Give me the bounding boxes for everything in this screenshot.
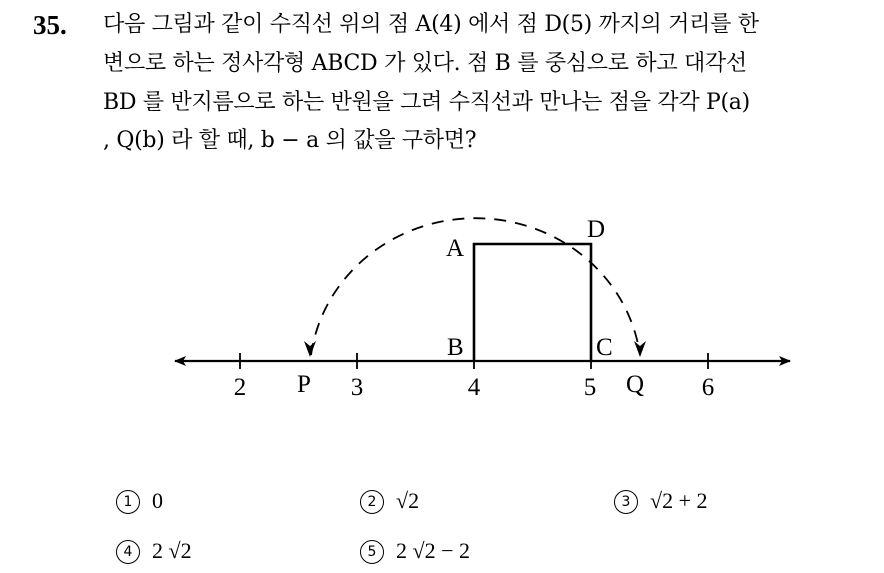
choice-marker-4: 4: [116, 540, 140, 564]
choice-1[interactable]: [116, 488, 163, 514]
point-label-c: C: [596, 334, 613, 361]
point-label-d: D: [587, 216, 606, 243]
tick-label-3: 3: [350, 374, 364, 401]
question-text-line-4: , Q(b) 라 할 때, b − a 의 값을 구하면?: [103, 128, 477, 153]
choice-marker-5: 5: [360, 540, 384, 564]
point-label-a: A: [446, 235, 465, 262]
question-text-line-1: 다음 그림과 같이 수직선 위의 점 A(4) 에서 점 D(5) 까지의 거리를 한: [103, 12, 759, 37]
tick-label-5: 5: [583, 374, 597, 401]
choice-text-4: 2 √2: [152, 538, 192, 563]
question-text-line-3: BD 를 반지름으로 하는 반원을 그려 수직선과 만나는 점을 각각 P(a): [103, 90, 750, 115]
tick-label-2: 2: [233, 374, 247, 401]
choice-text-3: √2 + 2: [650, 488, 708, 513]
choice-4[interactable]: [116, 538, 192, 564]
tick-label-6: 6: [701, 374, 715, 401]
choice-2[interactable]: [360, 488, 419, 514]
point-label-q: Q: [626, 371, 645, 398]
arrowhead-p: [304, 341, 316, 357]
choice-marker-2: 2: [360, 490, 384, 514]
arrowhead-q: [634, 341, 646, 357]
square-abcd: [474, 244, 591, 361]
question-text-line-2: 변으로 하는 정사각형 ABCD 가 있다. 점 B 를 중심으로 하고 대각선: [103, 51, 747, 76]
choice-5[interactable]: [360, 538, 470, 564]
tick-label-4: 4: [467, 374, 481, 401]
choice-marker-3: 3: [614, 490, 638, 514]
point-label-p: P: [297, 371, 311, 398]
choice-marker-1: 1: [116, 490, 140, 514]
point-label-b: B: [447, 334, 464, 361]
choice-text-1: 0: [152, 488, 163, 513]
question-number: 35.: [33, 10, 67, 40]
choice-text-2: √2: [396, 488, 420, 513]
choice-3[interactable]: [614, 488, 707, 514]
choice-text-5: 2 √2 − 2: [396, 538, 470, 563]
